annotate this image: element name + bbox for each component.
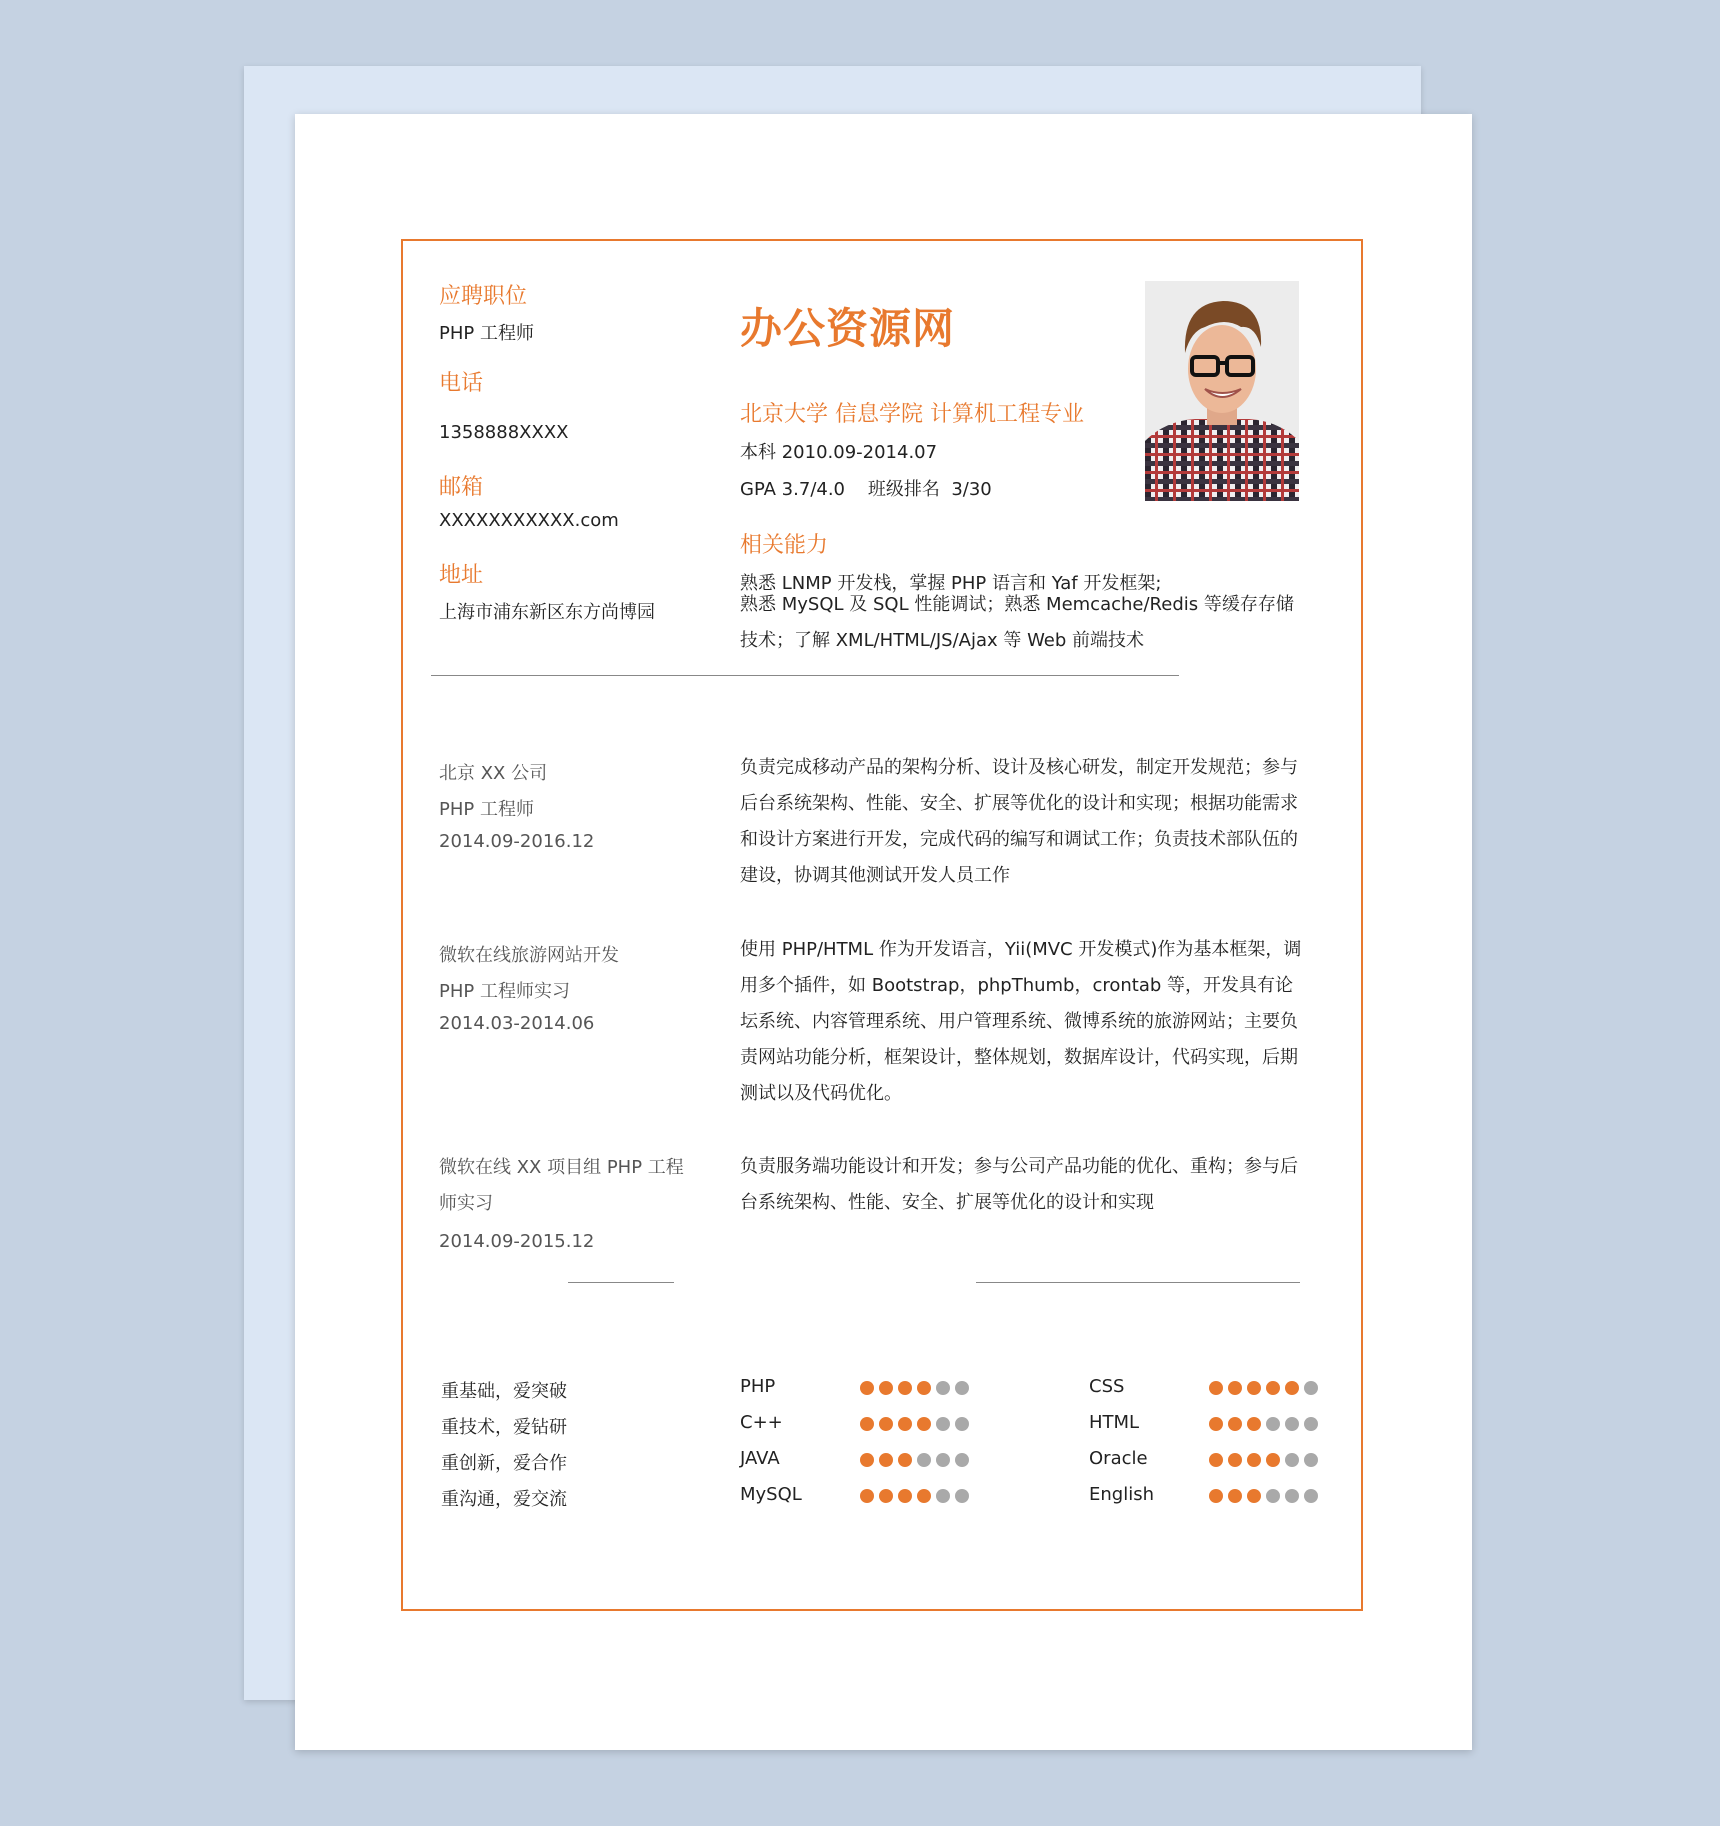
motto-4: 重沟通，爱交流 [441,1489,567,1510]
applicant-name: 办公资源网 [740,304,956,353]
address-value: 上海市浦东新区东方尚博园 [439,602,655,623]
exp-1-desc: 负责完成移动产品的架构分析、设计及核心研发，制定开发规范；参与后台系统架构、性能、安全、扩展等优化的设计和实现；根据功能需求和设计方案进行开发，完成代码的编写和调试工作；负责技术部队伍的建设，协调其他测试开发人员工作 [740,757,1298,886]
rating-dot-filled [917,1489,931,1503]
rating-dot-filled [860,1489,874,1503]
skill-left-4-rating [860,1489,969,1503]
skill-left-1-name: PHP [740,1376,776,1397]
rating-dot-filled [1285,1381,1299,1395]
rating-dot-empty [1304,1453,1318,1467]
skill-right-2-rating [1209,1417,1318,1431]
exp-3-period: 2014.09-2015.12 [439,1231,595,1252]
rating-dot-filled [1228,1453,1242,1467]
left-short-divider [568,1282,674,1283]
rating-dot-empty [1304,1417,1318,1431]
skill-right-2-name: HTML [1089,1412,1140,1433]
rating-dot-filled [898,1489,912,1503]
rating-dot-filled [1228,1489,1242,1503]
profile-photo [1145,281,1299,501]
header-divider [431,675,1179,676]
rating-dot-filled [1209,1417,1223,1431]
skill-right-1-name: CSS [1089,1376,1125,1397]
skill-right-1-rating [1209,1381,1318,1395]
rating-dot-empty [1304,1489,1318,1503]
email-value: XXXXXXXXXXX.com [439,510,619,531]
skill-left-3-name: JAVA [740,1448,780,1469]
rating-dot-empty [936,1417,950,1431]
rating-dot-filled [1266,1453,1280,1467]
rating-dot-empty [1266,1489,1280,1503]
rating-dot-empty [1285,1489,1299,1503]
exp-2-desc: 使用 PHP/HTML 作为开发语言，Yii(MVC 开发模式)作为基本框架，调用多个插件，如 Bootstrap，phpThumb，crontab 等，开发具有论坛系统、内容管理系统、用户管理系统、微博系统的旅游网站；主要负责网站功能分析，框架设计，整体规划，数据库设计，代码实现，后期测试以及代码优化。 [740,939,1302,1104]
exp-1-role: PHP 工程师 [439,799,534,820]
rating-dot-empty [955,1489,969,1503]
rating-dot-empty [1304,1381,1318,1395]
rating-dot-empty [1285,1453,1299,1467]
exp-3-desc: 负责服务端功能设计和开发；参与公司产品功能的优化、重构；参与后台系统架构、性能、安全、扩展等优化的设计和实现 [740,1156,1298,1213]
rating-dot-filled [879,1417,893,1431]
rating-dot-empty [1285,1417,1299,1431]
rating-dot-filled [860,1381,874,1395]
rating-dot-filled [898,1453,912,1467]
skill-right-4-rating [1209,1489,1318,1503]
exp-1-period: 2014.09-2016.12 [439,831,595,852]
motto-3: 重创新，爱合作 [441,1453,567,1474]
phone-label: 电话 [439,371,484,396]
skill-left-4-name: MySQL [740,1484,802,1505]
rating-dot-filled [1209,1489,1223,1503]
photo-illustration [1145,281,1299,501]
rating-dot-filled [1228,1381,1242,1395]
motto-2: 重技术，爱钻研 [441,1417,567,1438]
rating-dot-filled [917,1381,931,1395]
abilities-line-2: 熟悉 MySQL 及 SQL 性能调试；熟悉 Memcache/Redis 等缓存存储技术；了解 XML/HTML/JS/Ajax 等 Web 前端技术 [740,594,1294,651]
rating-dot-filled [879,1489,893,1503]
rating-dot-empty [955,1453,969,1467]
abilities-label: 相关能力 [740,533,829,558]
rating-dot-filled [1247,1489,1261,1503]
rating-dot-filled [860,1417,874,1431]
exp-2-role: PHP 工程师实习 [439,981,570,1002]
education-school: 北京大学 信息学院 计算机工程专业 [740,402,1084,427]
rating-dot-filled [860,1453,874,1467]
rating-dot-filled [1247,1381,1261,1395]
exp-2-period: 2014.03-2014.06 [439,1013,595,1034]
rating-dot-empty [917,1453,931,1467]
rating-dot-filled [917,1417,931,1431]
rating-dot-filled [879,1453,893,1467]
rating-dot-filled [898,1381,912,1395]
rating-dot-filled [1247,1453,1261,1467]
skill-right-4-name: English [1089,1484,1154,1505]
motto-1: 重基础，爱突破 [441,1381,567,1402]
skill-left-1-rating [860,1381,969,1395]
rating-dot-filled [1209,1381,1223,1395]
exp-2-company: 微软在线旅游网站开发 [439,945,619,966]
rating-dot-empty [955,1417,969,1431]
resume-page [295,114,1472,1750]
rating-dot-empty [936,1381,950,1395]
rating-dot-filled [1209,1453,1223,1467]
email-label: 邮箱 [439,475,484,500]
abilities-line-1: 熟悉 LNMP 开发栈，掌握 PHP 语言和 Yaf 开发框架; [740,573,1162,594]
rating-dot-filled [1266,1381,1280,1395]
position-value: PHP 工程师 [439,323,534,344]
rating-dot-empty [936,1453,950,1467]
education-gpa: GPA 3.7/4.0 班级排名 3/30 [740,479,992,500]
rating-dot-filled [1228,1417,1242,1431]
rating-dot-empty [1266,1417,1280,1431]
exp-1-company: 北京 XX 公司 [439,763,548,784]
rating-dot-empty [955,1381,969,1395]
address-label: 地址 [439,563,484,588]
rating-dot-filled [879,1381,893,1395]
education-degree: 本科 2010.09-2014.07 [740,442,938,463]
phone-value: 1358888XXXX [439,422,569,443]
resume-frame [401,239,1363,1611]
exp-3-company: 微软在线 XX 项目组 PHP 工程师实习 [439,1157,684,1214]
skill-left-3-rating [860,1453,969,1467]
position-label: 应聘职位 [439,284,528,309]
skill-left-2-rating [860,1417,969,1431]
rating-dot-filled [1247,1417,1261,1431]
skill-right-3-rating [1209,1453,1318,1467]
skill-right-3-name: Oracle [1089,1448,1148,1469]
rating-dot-filled [898,1417,912,1431]
right-short-divider [976,1282,1300,1283]
rating-dot-empty [936,1489,950,1503]
skill-left-2-name: C++ [740,1412,783,1433]
